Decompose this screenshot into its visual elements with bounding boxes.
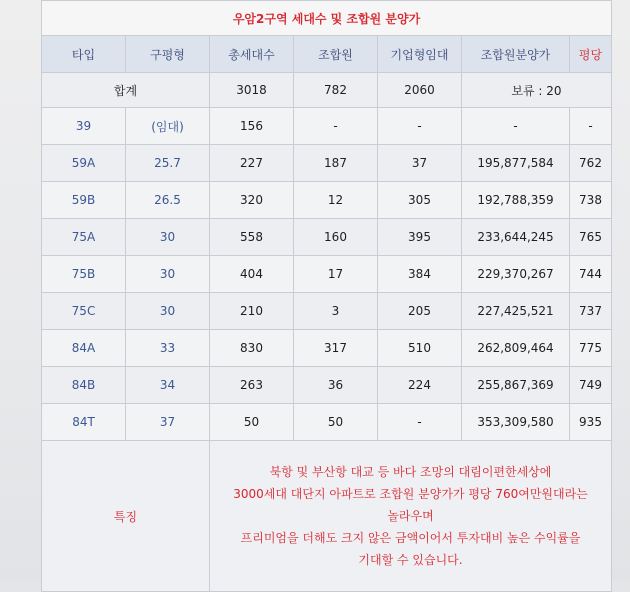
cell-type: 75A: [42, 219, 126, 256]
cell-per-pyeong: -: [570, 108, 612, 145]
cell-total: 263: [210, 367, 294, 404]
cell-members: 187: [294, 145, 378, 182]
cell-pyeong: 37: [126, 404, 210, 441]
cell-type: 84B: [42, 367, 126, 404]
cell-type: 75C: [42, 293, 126, 330]
cell-rental: -: [378, 108, 462, 145]
cell-rental: 510: [378, 330, 462, 367]
header-rental: 기업형임대: [378, 36, 462, 73]
cell-rental: 395: [378, 219, 462, 256]
table-row: [42, 256, 612, 293]
cell-members: 50: [294, 404, 378, 441]
cell-rental: 384: [378, 256, 462, 293]
summary-note: 보류 : 20: [462, 73, 612, 108]
cell-rental: 205: [378, 293, 462, 330]
cell-pyeong: 25.7: [126, 145, 210, 182]
summary-total: 3018: [210, 73, 294, 108]
cell-price: 195,877,584: [462, 145, 570, 182]
table-row: [42, 108, 612, 145]
cell-total: 227: [210, 145, 294, 182]
cell-rental: 37: [378, 145, 462, 182]
cell-total: 210: [210, 293, 294, 330]
summary-rental: 2060: [378, 73, 462, 108]
cell-members: 3: [294, 293, 378, 330]
cell-members: 160: [294, 219, 378, 256]
cell-price: 233,644,245: [462, 219, 570, 256]
cell-rental: 305: [378, 182, 462, 219]
cell-total: 320: [210, 182, 294, 219]
cell-type: 39: [42, 108, 126, 145]
header-type: 타입: [42, 36, 126, 73]
cell-total: 558: [210, 219, 294, 256]
summary-members: 782: [294, 73, 378, 108]
cell-type: 59A: [42, 145, 126, 182]
feature-line: 3000세대 대단지 아파트로 조합원 분양가가 평당 760여만원대라는: [233, 487, 588, 501]
header-pyeong: 구평형: [126, 36, 210, 73]
cell-pyeong: 26.5: [126, 182, 210, 219]
cell-rental: 224: [378, 367, 462, 404]
feature-text: [210, 441, 612, 592]
cell-total: 156: [210, 108, 294, 145]
cell-per-pyeong: 744: [570, 256, 612, 293]
cell-price: 227,425,521: [462, 293, 570, 330]
cell-per-pyeong: 762: [570, 145, 612, 182]
cell-price: 229,370,267: [462, 256, 570, 293]
feature-line: 기대할 수 있습니다.: [358, 553, 463, 567]
feature-line: 북항 및 부산항 대교 등 바다 조망의 대림이편한세상에: [269, 465, 552, 479]
cell-per-pyeong: 775: [570, 330, 612, 367]
cell-type: 84T: [42, 404, 126, 441]
table-row: [42, 293, 612, 330]
cell-per-pyeong: 737: [570, 293, 612, 330]
summary-row: [42, 73, 612, 108]
cell-members: 12: [294, 182, 378, 219]
title-row: [42, 1, 612, 36]
cell-pyeong: 30: [126, 219, 210, 256]
cell-members: 36: [294, 367, 378, 404]
cell-price: 262,809,464: [462, 330, 570, 367]
table-row: [42, 404, 612, 441]
cell-pyeong: (임대): [126, 108, 210, 145]
header-price: 조합원분양가: [462, 36, 570, 73]
sales-table: [41, 0, 612, 592]
cell-total: 830: [210, 330, 294, 367]
cell-type: 59B: [42, 182, 126, 219]
cell-total: 50: [210, 404, 294, 441]
cell-pyeong: 30: [126, 293, 210, 330]
cell-total: 404: [210, 256, 294, 293]
summary-label: 합계: [42, 73, 210, 108]
cell-pyeong: 33: [126, 330, 210, 367]
feature-label: 특징: [42, 441, 210, 592]
cell-rental: -: [378, 404, 462, 441]
feature-row: [42, 441, 612, 592]
header-members: 조합원: [294, 36, 378, 73]
header-total: 총세대수: [210, 36, 294, 73]
header-per-pyeong: 평당: [570, 36, 612, 73]
feature-line: 프리미엄을 더해도 크지 않은 금액이어서 투자대비 높은 수익률을: [240, 531, 581, 545]
table-row: [42, 145, 612, 182]
table-row: [42, 182, 612, 219]
feature-line: 놀라우며: [387, 509, 434, 523]
cell-price: 192,788,359: [462, 182, 570, 219]
cell-per-pyeong: 765: [570, 219, 612, 256]
cell-members: -: [294, 108, 378, 145]
table-row: [42, 367, 612, 404]
cell-per-pyeong: 935: [570, 404, 612, 441]
cell-members: 317: [294, 330, 378, 367]
cell-pyeong: 30: [126, 256, 210, 293]
table-row: [42, 219, 612, 256]
header-row: [42, 36, 612, 73]
cell-per-pyeong: 738: [570, 182, 612, 219]
table-row: [42, 330, 612, 367]
cell-per-pyeong: 749: [570, 367, 612, 404]
cell-price: -: [462, 108, 570, 145]
cell-members: 17: [294, 256, 378, 293]
cell-type: 84A: [42, 330, 126, 367]
table-title: 우암2구역 세대수 및 조합원 분양가: [42, 1, 612, 36]
cell-price: 255,867,369: [462, 367, 570, 404]
cell-pyeong: 34: [126, 367, 210, 404]
cell-price: 353,309,580: [462, 404, 570, 441]
cell-type: 75B: [42, 256, 126, 293]
